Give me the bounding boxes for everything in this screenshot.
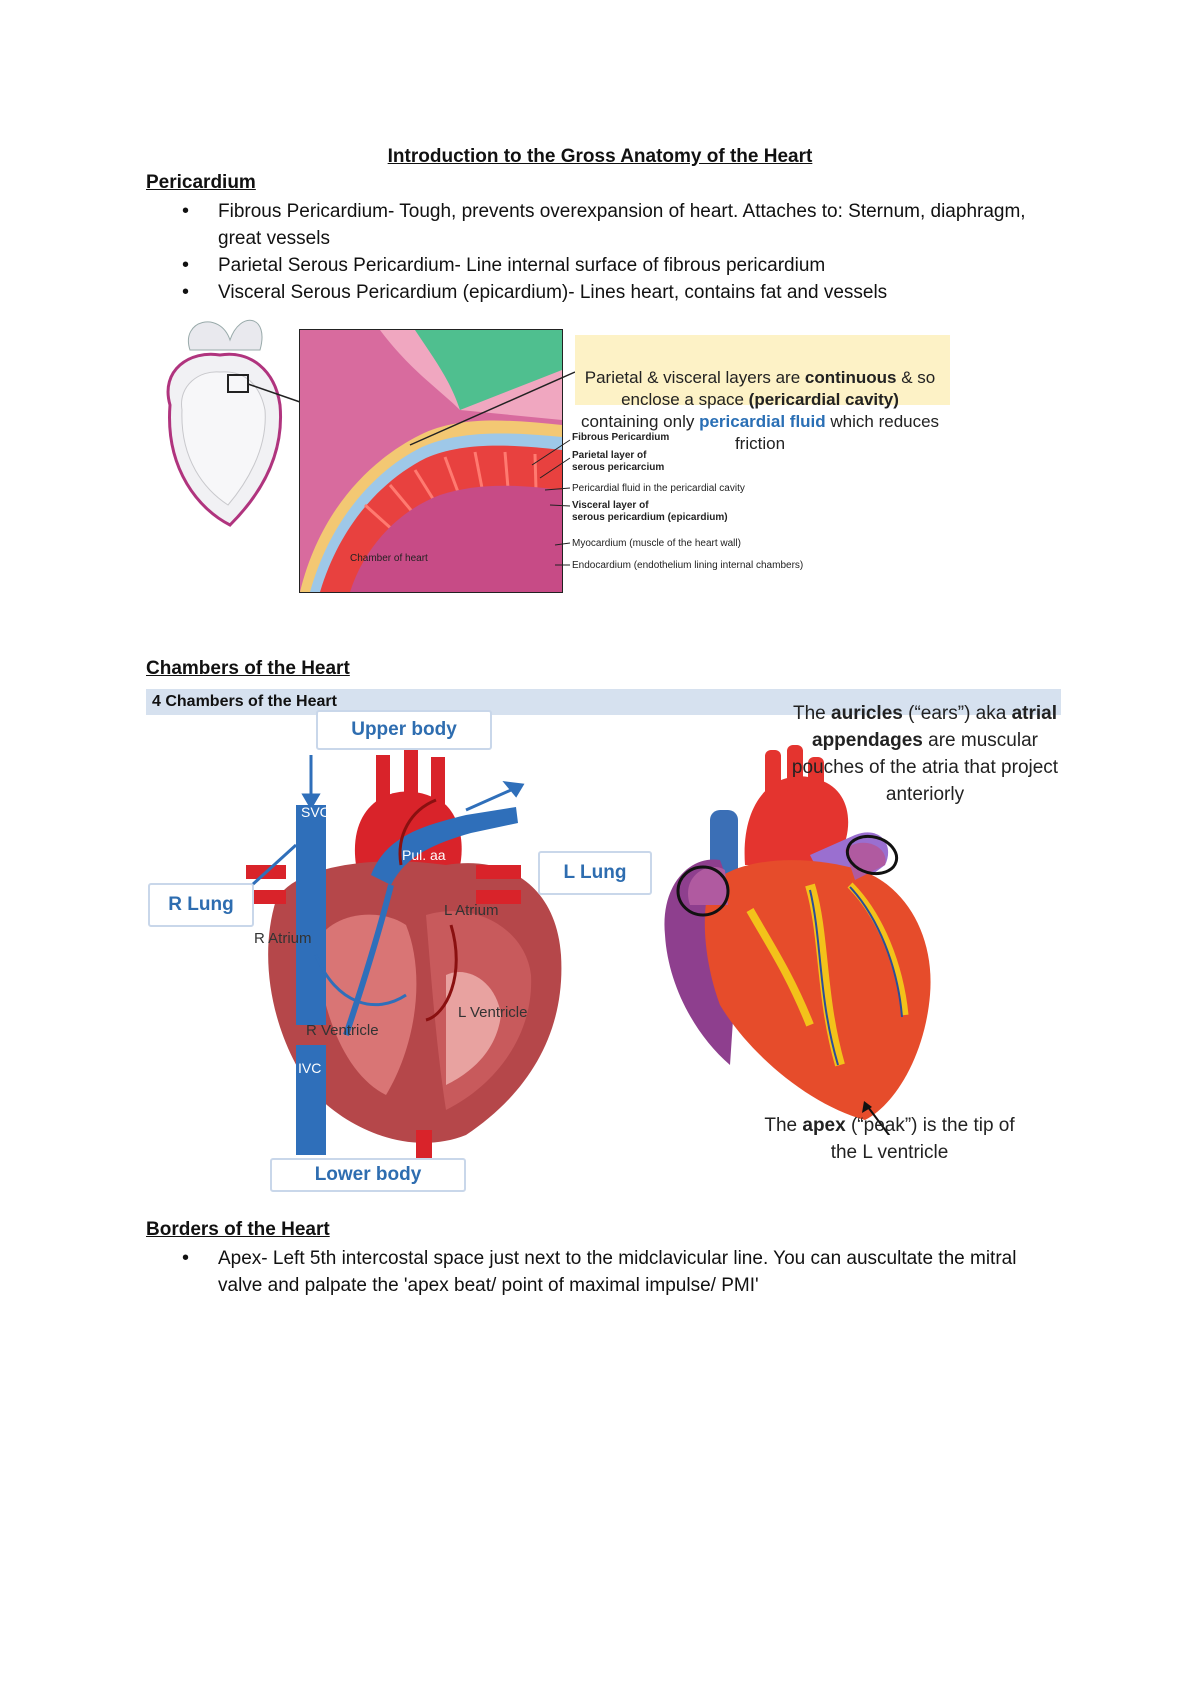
- fibrous-label: Fibrous Pericardium: [572, 432, 670, 443]
- r-atrium-label: R Atrium: [254, 930, 312, 947]
- borders-heading: Borders of the Heart: [146, 1219, 330, 1240]
- upper-body-box: Upper body: [316, 710, 492, 750]
- pericardium-layers-zoom: [300, 330, 575, 592]
- r-lung-box: R Lung: [148, 883, 254, 927]
- heart-cross-section: [246, 745, 561, 1170]
- bullet-icon: •: [182, 200, 190, 222]
- pul-label: Pul. aa: [402, 847, 446, 863]
- pericardium-diagram: [160, 310, 1060, 625]
- pericardium-callout: Parietal & visceral layers are continuous & so enclose a space (pericardial cavity) containing only pericardial fluid which reduces friction: [580, 368, 940, 453]
- l-ventricle-label: L Ventricle: [458, 1004, 528, 1021]
- parietal-label-1: Parietal layer of: [572, 450, 647, 461]
- visceral-label-2: serous pericardium (epicardium): [572, 512, 728, 523]
- chambers-heading: Chambers of the Heart: [146, 658, 350, 679]
- bullet-icon: •: [182, 281, 190, 303]
- visceral-label-1: Visceral layer of: [572, 500, 649, 511]
- myocardium-label: Myocardium (muscle of the heart wall): [572, 538, 741, 549]
- borders-bullet-list: [146, 1245, 1026, 1299]
- list-item: • Parietal Serous Pericardium- Line internal surface of fibrous pericardium: [146, 252, 1026, 279]
- r-ventricle-label: R Ventricle: [306, 1022, 379, 1039]
- fluid-label: Pericardial fluid in the pericardial cavity: [572, 483, 745, 494]
- bullet-icon: •: [182, 254, 190, 276]
- endocardium-label: Endocardium (endothelium lining internal chambers): [572, 560, 804, 571]
- apex-text: The apex (“peak”) is the tip of the L ventricle: [764, 1115, 1015, 1163]
- auricles-text: The auricles (“ears”) aka atrial appendages are muscular pouches of the atria that project anteriorly: [791, 703, 1059, 805]
- l-atrium-label: L Atrium: [444, 902, 499, 919]
- ivc-label: IVC: [298, 1060, 322, 1076]
- list-item: • Apex- Left 5th intercostal space just next to the midclavicular line. You can auscultate the mitral valve and palpate the 'apex beat/ point of maximal impulse/ PMI': [182, 1247, 1017, 1296]
- pericardium-heading: Pericardium: [146, 172, 256, 193]
- parietal-label-2: serous pericarcium: [572, 462, 665, 473]
- pericardium-bullet-list: [146, 198, 1026, 306]
- small-heart-illustration: [168, 320, 300, 525]
- l-lung-box: L Lung: [538, 851, 652, 895]
- bullet-icon: •: [182, 1247, 190, 1269]
- list-item: • Fibrous Pericardium- Tough, prevents overexpansion of heart. Attaches to: Sternum, diaphragm, great vessels: [182, 200, 1026, 249]
- chamber-label: Chamber of heart: [350, 553, 428, 564]
- list-item: • Visceral Serous Pericardium (epicardium)- Lines heart, contains fat and vessels: [146, 279, 1026, 306]
- chambers-band-title: 4 Chambers of the Heart: [152, 693, 337, 710]
- heart-cross-section-diagram: [146, 715, 666, 1190]
- page-title: Introduction to the Gross Anatomy of the Heart: [387, 146, 813, 167]
- lower-body-box: Lower body: [270, 1158, 466, 1192]
- svc-label: SVC: [301, 804, 330, 820]
